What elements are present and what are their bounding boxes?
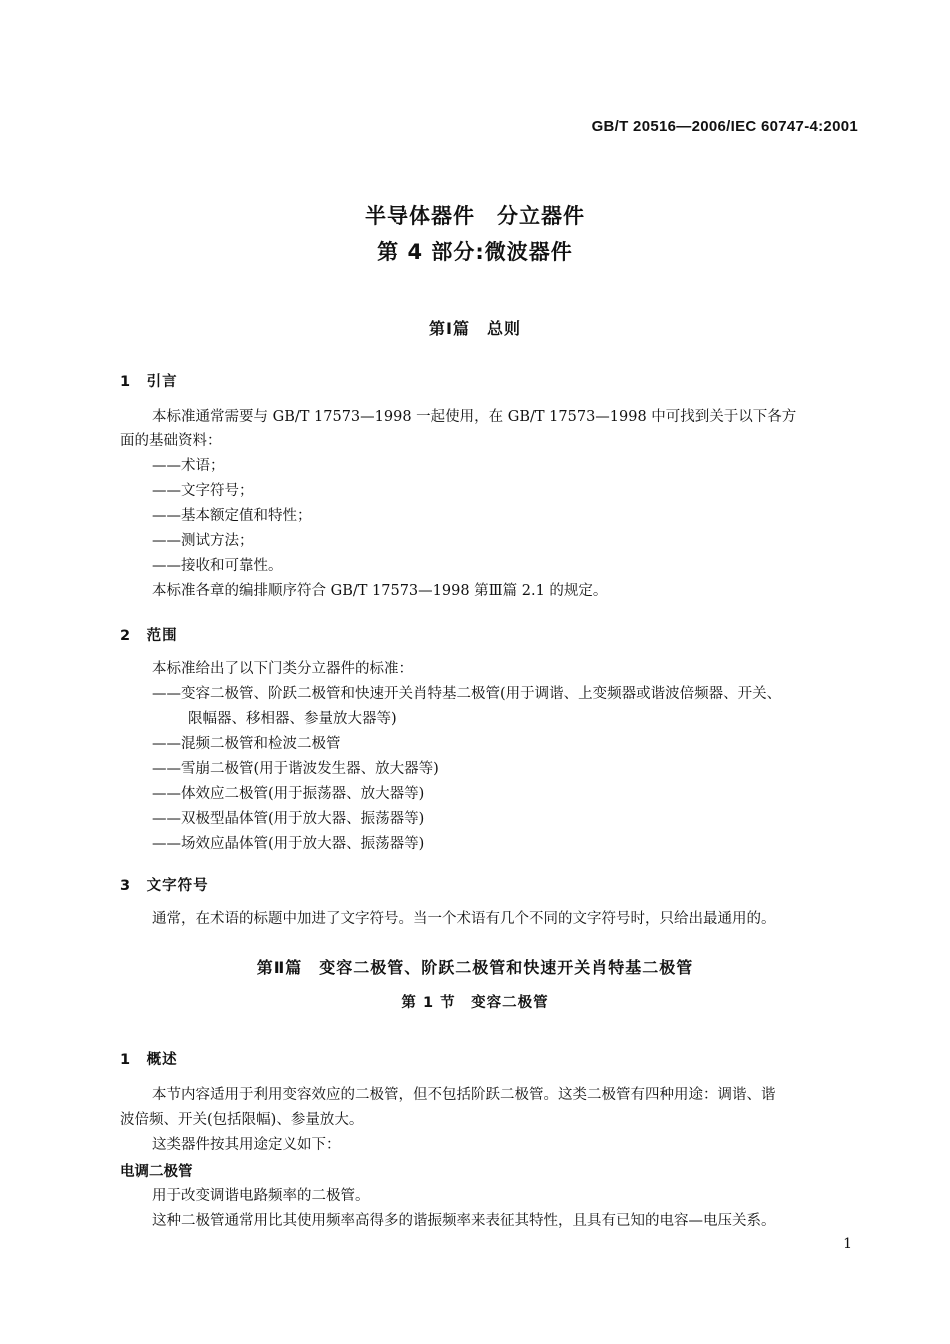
document-title-line1: 半导体器件 分立器件 [365,204,585,228]
list-item: ——术语； [152,458,225,474]
paragraph: 本标准各章的编排顺序符合 GB/T 17573—1998 第Ⅲ篇 2.1 的规定。 [152,583,608,599]
part2-section-1-heading: 1 概述 [120,1052,178,1068]
list-item: ——混频二极管和检波二极管 [152,736,341,752]
page-number: 1 [843,1236,852,1252]
paragraph: 本标准给出了以下门类分立器件的标准： [152,661,413,677]
list-item-continued: 限幅器、移相器、参量放大器等) [188,711,397,727]
part2-heading: 第Ⅱ篇 变容二极管、阶跃二极管和快速开关肖特基二极管 [256,958,694,977]
document-title-line2: 第 4 部分:微波器件 [377,240,573,264]
term-definition: 这种二极管通常用比其使用频率高得多的谐振频率来表征其特性，且具有已知的电容—电压关系。 [152,1213,776,1229]
paragraph-continued: 波倍频、开关(包括限幅)、参量放大。 [120,1112,364,1128]
list-item: ——基本额定值和特性； [152,508,312,524]
term-heading: 电调二极管 [120,1164,193,1180]
list-item: ——文字符号； [152,483,254,499]
standard-number: GB/T 20516—2006/IEC 60747-4:2001 [591,118,858,135]
list-item: ——体效应二极管(用于振荡器、放大器等) [152,786,425,802]
paragraph: 本标准通常需要与 GB/T 17573—1998 一起使用，在 GB/T 17573—1998 中可找到关于以下各方 [152,409,797,425]
list-item: ——双极型晶体管(用于放大器、振荡器等) [152,811,425,827]
part2-subheading: 第 1 节 变容二极管 [401,995,549,1011]
paragraph-continued: 面的基础资料： [120,433,222,449]
section-2-heading: 2 范围 [120,628,178,644]
paragraph: 本节内容适用于利用变容效应的二极管，但不包括阶跃二极管。这类二极管有四种用途：调谐、谐 [152,1087,776,1103]
section-1-heading: 1 引言 [120,374,178,390]
list-item: ——接收和可靠性。 [152,558,283,574]
paragraph: 通常，在术语的标题中加进了文字符号。当一个术语有几个不同的文字符号时，只给出最通用的。 [152,911,776,927]
section-3-heading: 3 文字符号 [120,878,209,894]
paragraph: 这类器件按其用途定义如下： [152,1137,341,1153]
list-item: ——雪崩二极管(用于谐波发生器、放大器等) [152,761,439,777]
list-item: ——变容二极管、阶跃二极管和快速开关肖特基二极管(用于调谐、上变频器或谐波倍频器、开关、 [152,686,782,702]
list-item: ——测试方法； [152,533,254,549]
part1-heading: 第Ⅰ篇 总则 [429,319,521,338]
term-definition: 用于改变调谐电路频率的二极管。 [152,1188,370,1204]
list-item: ——场效应晶体管(用于放大器、振荡器等) [152,836,425,852]
